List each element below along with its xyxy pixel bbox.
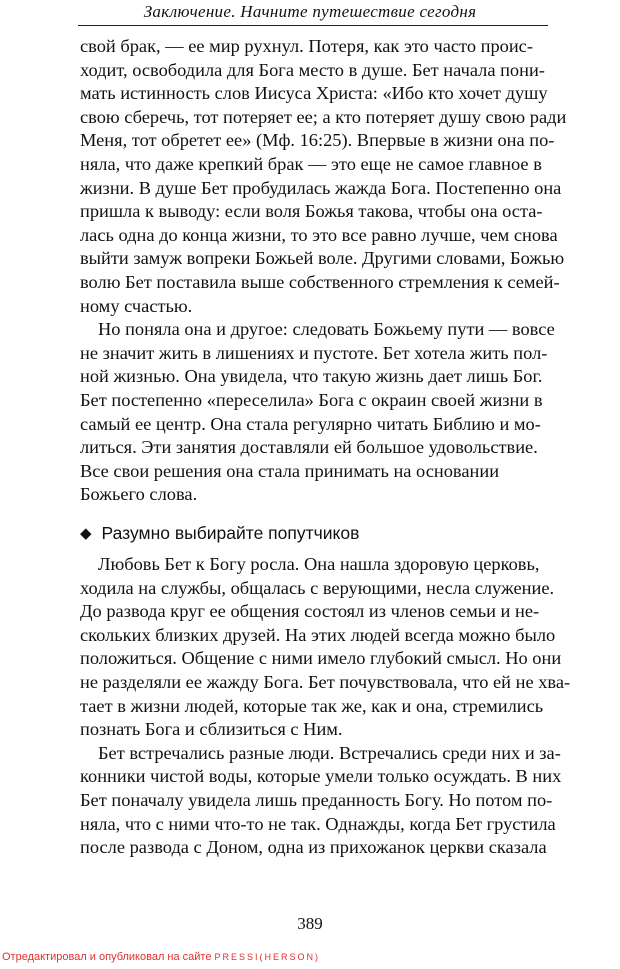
text-line: самый ее центр. Она стала регулярно читать Библию и мо- [80,413,541,434]
text-line: тает в жизни людей, которые так же, как и она, стремились [80,695,544,716]
text-line: познать Бога и сблизиться с Ним. [80,719,343,740]
section-heading [80,522,359,545]
body-text-top [80,35,620,507]
publisher-credit [2,950,320,964]
text-line: ному счастью. [80,295,193,316]
paragraph-3 [80,553,620,742]
text-line: Божьего слова. [80,484,198,505]
credit-text: Отредактировал и опубликовал на сайте [2,951,212,963]
text-line: волю Бет поставила выше собственного стремления к семей- [80,271,560,292]
text-line: свою сберечь, тот потеряет ее; а кто потеряет душу свою ради [80,106,567,127]
text-line: Но поняла она и другое: следовать Божьему пути — вовсе [98,319,555,340]
paragraph-1 [80,35,620,318]
text-line: лась одна до конца жизни, то это все равно лучше, чем снова [80,224,558,245]
running-head-rule [78,25,548,26]
text-line: Бет постепенно «переселила» Бога с окраин своей жизни в [80,389,543,410]
text-line: До развода круг ее общения состоял из членов семьи и не- [80,601,540,622]
text-line: Бет встречались разные люди. Встречались среди них и за- [98,742,561,763]
text-line: ходит, освободила для Бога место в душе. Бет начала пони- [80,59,545,80]
text-line: мать истинность слов Иисуса Христа: «Ибо кто хочет душу [80,83,548,104]
credit-site-link[interactable]: PRESSI(HERSON) [214,952,321,962]
text-line: Меня, тот обретет ее» (Мф. 16:25). Впервые в жизни она по- [80,130,555,151]
text-line: пришла к выводу: если воля Божья такова, чтобы она оста- [80,201,543,222]
body-text-bottom [80,553,620,860]
text-line: выйти замуж вопреки Божьей воле. Другими словами, Божью [80,248,565,269]
text-line: ной жизнью. Она увидела, что такую жизнь дает лишь Бог. [80,366,543,387]
text-line: жизни. В душе Бет пробудилась жажда Бога. Постепенно она [80,177,562,198]
text-line: не значит жить в лишениях и пустоте. Бет хотела жить пол- [80,342,548,363]
text-line: ходила на службы, общалась с верующими, несла служение. [80,577,555,598]
text-line: Любовь Бет к Богу росла. Она нашла здоровую церковь, [98,554,540,574]
text-line: не разделяли ее жажду Бога. Бет почувствовала, что ей не хва- [80,671,571,692]
text-line: литься. Эти занятия доставляли ей большое удовольствие. [80,437,538,458]
paragraph-4 [80,742,620,860]
text-line: конники чистой воды, которые умели только осуждать. В них [80,766,562,787]
text-line: свой брак, — ее мир рухнул. Потеря, как это часто проис- [80,36,533,56]
text-line: положиться. Общение с ними имело глубокий смысл. Но они [80,648,562,669]
text-line: няла, что с ними что-то не так. Однажды, когда Бет грустила [80,813,556,834]
running-head: Заключение. Начните путешествие сегодня [143,2,477,21]
text-line: Бет поначалу увидела лишь преданность Богу. Но потом по- [80,789,553,810]
text-line: няла, что даже крепкий брак — это еще не самое главное в [80,153,542,174]
text-line: Все свои решения она стала принимать на основании [80,460,500,481]
text-line: после развода с Доном, одна из прихожанок церкви сказала [80,837,547,858]
diamond-bullet-icon: ◆ [80,525,92,542]
section-heading-text: Разумно выбирайте попутчиков [101,523,360,543]
paragraph-2 [80,318,620,507]
text-line: скольких близких друзей. На этих людей всегда можно было [80,624,556,645]
page-number: 389 [297,914,323,933]
